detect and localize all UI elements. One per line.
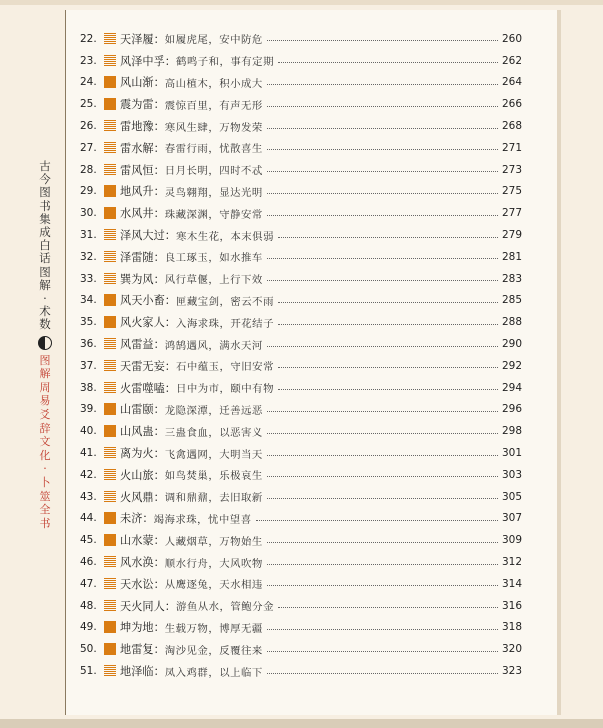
dot-leader [267, 280, 498, 281]
spine-char: 卜 [39, 475, 51, 489]
toc-row[interactable] [80, 442, 522, 464]
entry-number: 48. [80, 599, 97, 612]
hexagram-icon [104, 665, 116, 677]
dot-leader [267, 106, 498, 107]
hexagram-icon [104, 600, 116, 612]
page-number: 264 [502, 76, 523, 89]
hexagram-icon [104, 403, 116, 415]
entry-number: 35. [80, 316, 97, 329]
top-border [0, 0, 603, 5]
yin-yang-icon [38, 336, 52, 350]
page-number: 283 [502, 272, 523, 285]
entry-number: 39. [80, 403, 97, 416]
spine-char: 图 [39, 353, 51, 367]
entry-number: 31. [80, 229, 97, 242]
hexagram-icon [104, 229, 116, 241]
spine-char: 化 [39, 448, 51, 462]
toc-row[interactable] [80, 399, 522, 421]
toc-row[interactable] [80, 617, 522, 639]
page-number: 288 [502, 316, 523, 329]
hexagram-title: 雷风恒： [120, 163, 165, 177]
page-number: 273 [502, 163, 523, 176]
dot-leader [256, 520, 498, 521]
page-number: 303 [502, 468, 523, 481]
hexagram-icon [104, 382, 116, 394]
series-title [34, 160, 56, 332]
toc-row[interactable] [80, 72, 522, 94]
hexagram-icon [104, 534, 116, 546]
entry-number: 23. [80, 54, 97, 67]
entry-number: 38. [80, 381, 97, 394]
entry-number: 44. [80, 512, 97, 525]
dot-leader [278, 389, 498, 390]
hexagram-title: 雷地豫： [120, 120, 165, 134]
entry-number: 37. [80, 359, 97, 372]
toc-row[interactable] [80, 246, 522, 268]
hexagram-icon [104, 294, 116, 306]
entry-number: 30. [80, 207, 97, 220]
page-number: 305 [502, 490, 523, 503]
spine-char: 辞 [39, 421, 51, 435]
toc-row[interactable] [80, 290, 522, 312]
toc-row[interactable] [80, 28, 522, 50]
hexagram-title: 风水涣： [120, 556, 165, 570]
hexagram-title: 风山渐： [120, 76, 165, 90]
entry-number: 29. [80, 185, 97, 198]
spine-char: 周 [39, 380, 51, 394]
toc-row[interactable] [80, 333, 522, 355]
page-number: 279 [502, 229, 523, 242]
entry-number: 22. [80, 32, 97, 45]
dot-leader [278, 324, 498, 325]
toc-row[interactable] [80, 50, 522, 72]
entry-number: 34. [80, 294, 97, 307]
hexagram-icon [104, 251, 116, 263]
page-number: 268 [502, 120, 523, 133]
spine-char: 话 [39, 251, 51, 266]
book-spine-title [34, 160, 56, 530]
toc-row[interactable] [80, 93, 522, 115]
spine-char: 文 [39, 435, 51, 449]
entry-number: 24. [80, 76, 97, 89]
toc-row[interactable] [80, 595, 522, 617]
dot-leader [267, 476, 498, 477]
spine-char: · [43, 462, 47, 476]
spine-char: 术 [39, 304, 51, 319]
spine-char: 书 [39, 198, 51, 213]
hexagram-title: 雷水解： [120, 141, 165, 155]
dot-leader [267, 346, 498, 347]
entry-number: 25. [80, 98, 97, 111]
hexagram-icon [104, 491, 116, 503]
hexagram-description: 顺水行舟，大风吹物 [164, 557, 263, 570]
dot-leader [267, 498, 498, 499]
page-number: 292 [502, 359, 523, 372]
toc-row[interactable] [80, 420, 522, 442]
hexagram-description: 凤入鸡群，以上临下 [164, 666, 263, 679]
hexagram-title: 地泽临： [120, 665, 165, 678]
spine-char: 古 [39, 159, 51, 173]
entry-number: 28. [80, 163, 97, 176]
toc-row[interactable] [80, 355, 522, 377]
hexagram-description: 寒风生肆，万物发荣 [164, 121, 263, 134]
page-number: 307 [502, 512, 523, 525]
spine-char: 解 [39, 277, 51, 292]
hexagram-title: 山水蒙： [120, 534, 165, 548]
hexagram-icon [104, 207, 116, 219]
entry-number: 47. [80, 577, 97, 590]
hexagram-description: 良工琢玉，如水推车 [164, 252, 263, 265]
hexagram-description: 淘沙见金，反覆往来 [164, 644, 263, 657]
dot-leader [278, 62, 498, 63]
hexagram-title: 风雷益： [120, 338, 165, 352]
hexagram-description: 寒木生花，本末俱弱 [175, 230, 274, 243]
bottom-border [0, 719, 603, 728]
spine-char: 易 [39, 394, 51, 408]
toc-row[interactable] [80, 311, 522, 333]
dot-leader [267, 542, 498, 543]
entry-number: 46. [80, 556, 97, 569]
hexagram-icon [104, 447, 116, 459]
hexagram-title: 火雷噬嗑： [120, 381, 176, 395]
entry-number: 33. [80, 272, 97, 285]
dot-leader [267, 128, 498, 129]
entry-number: 27. [80, 141, 97, 154]
hexagram-description: 龙隐深潭，迁善远恶 [164, 404, 263, 417]
hexagram-description: 入海求珠，开花结子 [175, 317, 274, 330]
dot-leader [267, 673, 498, 674]
hexagram-icon [104, 76, 116, 88]
hexagram-description: 人藏烟草，万物始生 [164, 535, 263, 548]
hexagram-description: 如履虎尾，安中防危 [164, 34, 263, 47]
toc-row[interactable] [80, 660, 522, 682]
hexagram-title: 山雷颐： [120, 403, 165, 417]
page-number: 320 [502, 643, 523, 656]
page-number: 298 [502, 425, 523, 438]
page-number: 294 [502, 381, 523, 394]
dot-leader [278, 607, 498, 608]
spine-char: · [43, 291, 47, 306]
hexagram-title: 风泽中孚： [120, 54, 176, 68]
toc-row[interactable] [80, 202, 522, 224]
page-number: 314 [502, 577, 523, 590]
hexagram-title: 水风井： [120, 207, 165, 221]
hexagram-description: 飞禽遇网，大明当天 [164, 448, 263, 461]
page-number: 290 [502, 338, 523, 351]
hexagram-icon [104, 360, 116, 372]
hexagram-title: 震为雷： [120, 98, 165, 112]
dot-leader [267, 585, 498, 586]
page-number: 271 [502, 141, 523, 154]
page-number: 312 [502, 556, 523, 569]
page-number: 323 [502, 665, 523, 677]
hexagram-icon [104, 556, 116, 568]
hexagram-title: 天火同人： [120, 599, 176, 613]
hexagram-title: 天水讼： [120, 577, 165, 591]
toc-row[interactable] [80, 464, 522, 486]
hexagram-icon [104, 621, 116, 633]
toc-row[interactable] [80, 268, 522, 290]
hexagram-description: 三蛊食血，以恶害义 [164, 426, 263, 439]
entry-number: 43. [80, 490, 97, 503]
page-number: 309 [502, 534, 523, 547]
spine-char: 成 [39, 225, 51, 240]
page-number: 266 [502, 98, 523, 111]
hexagram-icon [104, 512, 116, 524]
entry-number: 51. [80, 665, 97, 677]
spine-char: 白 [39, 238, 51, 253]
spine-char: 书 [39, 516, 51, 530]
hexagram-title: 火山旅： [120, 468, 165, 482]
toc-row[interactable] [80, 181, 522, 203]
hexagram-description: 春雷行雨，忧散喜生 [164, 143, 263, 156]
page-number: 277 [502, 207, 523, 220]
hexagram-description: 从鹰逐兔，天水相违 [164, 579, 263, 592]
toc-row[interactable] [80, 137, 522, 159]
hexagram-description: 珠藏深渊，守静安常 [164, 208, 263, 221]
dot-leader [267, 258, 498, 259]
hexagram-title: 山风蛊： [120, 425, 165, 439]
hexagram-title: 泽雷随： [120, 250, 165, 264]
hexagram-title: 坤为地： [120, 621, 165, 635]
hexagram-description: 竭海求珠，忧中望喜 [153, 513, 252, 526]
dot-leader [267, 215, 498, 216]
entry-number: 32. [80, 250, 97, 263]
hexagram-icon [104, 316, 116, 328]
hexagram-description: 石中蕴玉，守旧安常 [175, 361, 274, 374]
toc-row[interactable] [80, 486, 522, 508]
hexagram-icon [104, 185, 116, 197]
hexagram-title: 泽风大过： [120, 229, 176, 243]
toc-row[interactable] [80, 573, 522, 595]
book-title [34, 354, 56, 531]
spine-char: 筮 [39, 489, 51, 503]
spine-char: 全 [39, 503, 51, 517]
hexagram-title: 天雷无妄： [120, 359, 176, 373]
hexagram-icon [104, 338, 116, 350]
spine-char: 数 [39, 317, 51, 332]
page-number: 301 [502, 447, 523, 460]
entry-number: 42. [80, 468, 97, 481]
hexagram-description: 鹤鸣子和，事有定期 [175, 56, 274, 69]
dot-leader [278, 302, 498, 303]
dot-leader [267, 411, 498, 412]
toc-row[interactable] [80, 377, 522, 399]
hexagram-description: 风行草偃，上行下效 [164, 274, 263, 287]
hexagram-description: 高山植木，积小成大 [164, 77, 263, 90]
entry-number: 36. [80, 338, 97, 351]
dot-leader [278, 367, 498, 368]
hexagram-title: 风火家人： [120, 316, 176, 330]
hexagram-description: 日月长明，四时不忒 [164, 165, 263, 178]
page-number: 262 [502, 54, 523, 67]
page-number: 318 [502, 621, 523, 634]
toc-row[interactable] [80, 115, 522, 137]
hexagram-title: 地风升： [120, 185, 165, 199]
hexagram-title: 火风鼎： [120, 490, 165, 504]
hexagram-icon [104, 469, 116, 481]
table-of-contents [80, 28, 522, 682]
toc-row[interactable] [80, 159, 522, 181]
page-number: 316 [502, 599, 523, 612]
hexagram-description: 匣藏宝剑，密云不雨 [175, 295, 274, 308]
dot-leader [267, 433, 498, 434]
dot-leader [267, 171, 498, 172]
hexagram-icon [104, 164, 116, 176]
dot-leader [267, 455, 498, 456]
dot-leader [267, 149, 498, 150]
hexagram-title: 离为火： [120, 447, 165, 461]
entry-number: 41. [80, 447, 97, 460]
hexagram-description: 游鱼从水，管鲍分金 [175, 601, 274, 614]
hexagram-icon [104, 142, 116, 154]
hexagram-icon [104, 643, 116, 655]
hexagram-icon [104, 55, 116, 67]
entry-number: 45. [80, 534, 97, 547]
dot-leader [267, 84, 498, 85]
hexagram-icon [104, 425, 116, 437]
entry-number: 49. [80, 621, 97, 634]
toc-row[interactable] [80, 638, 522, 660]
hexagram-title: 未济： [120, 512, 154, 526]
toc-row[interactable] [80, 508, 522, 530]
hexagram-description: 调和鼎鼐，去旧取新 [164, 492, 263, 505]
toc-row[interactable] [80, 224, 522, 246]
entry-number: 40. [80, 425, 97, 438]
entry-number: 26. [80, 120, 97, 133]
spine-char: 图 [39, 185, 51, 200]
hexagram-icon [104, 578, 116, 590]
page-number: 296 [502, 403, 523, 416]
spine-char: 爻 [39, 408, 51, 422]
page-number: 285 [502, 294, 523, 307]
toc-row[interactable] [80, 529, 522, 551]
dot-leader [267, 651, 498, 652]
dot-leader [278, 237, 498, 238]
hexagram-title: 地雷复： [120, 643, 165, 657]
page-edge-shadow [557, 10, 561, 715]
entry-number: 50. [80, 643, 97, 656]
page-number: 260 [502, 32, 523, 45]
spine-char: 解 [39, 367, 51, 381]
hexagram-description: 震惊百里，有声无形 [164, 99, 263, 112]
hexagram-title: 风天小畜： [120, 294, 176, 308]
hexagram-icon [104, 33, 116, 45]
hexagram-icon [104, 120, 116, 132]
dot-leader [267, 193, 498, 194]
dot-leader [267, 40, 498, 41]
dot-leader [267, 564, 498, 565]
hexagram-description: 灵鸟翱翔，显达光明 [164, 186, 263, 199]
hexagram-icon [104, 273, 116, 285]
spine-char: 集 [39, 211, 51, 226]
page-number: 275 [502, 185, 523, 198]
hexagram-description: 鸿鹄遇风，满水天河 [164, 339, 263, 352]
spine-char: 图 [39, 264, 51, 279]
hexagram-title: 天泽履： [120, 32, 165, 46]
toc-row[interactable] [80, 551, 522, 573]
hexagram-description: 日中为市，颐中有物 [175, 383, 274, 396]
spine-char: 今 [39, 172, 51, 187]
hexagram-description: 如鸟焚巢，乐极哀生 [164, 470, 263, 483]
dot-leader [267, 629, 498, 630]
hexagram-icon [104, 98, 116, 110]
page-number: 281 [502, 250, 523, 263]
hexagram-description: 生载万物，博厚无疆 [164, 622, 263, 635]
hexagram-title: 巽为风： [120, 272, 165, 286]
